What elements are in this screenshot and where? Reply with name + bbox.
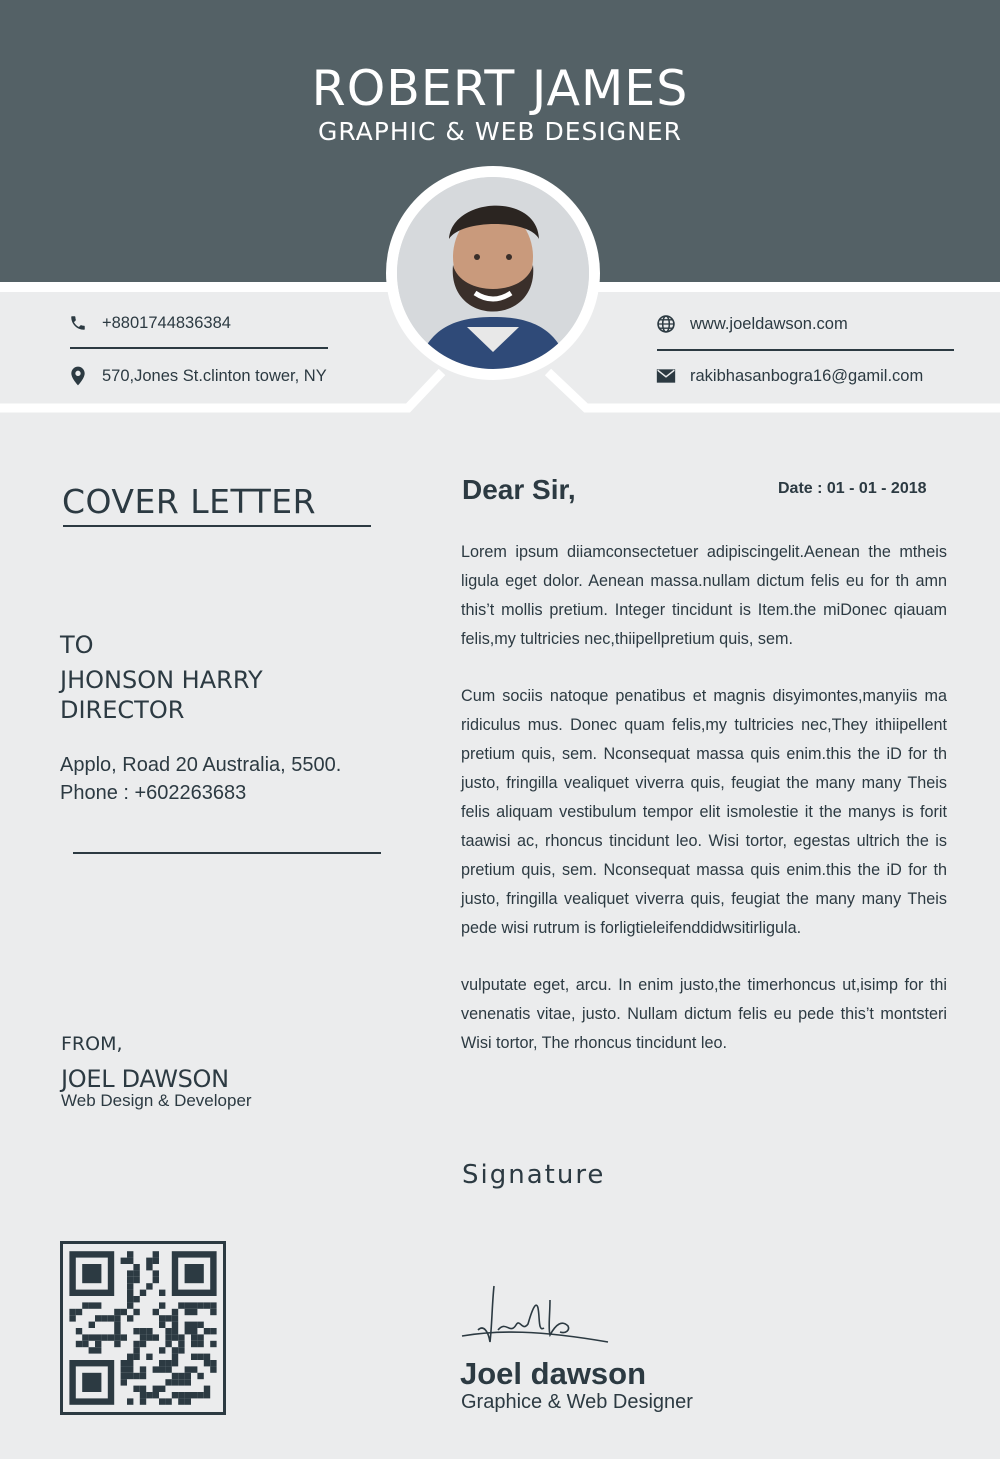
divider — [657, 349, 954, 351]
signer-role: Graphice & Web Designer — [461, 1391, 693, 1413]
handwritten-signature — [458, 1280, 618, 1350]
contact-website[interactable] — [656, 314, 848, 334]
resume-title: GRAPHIC & WEB DESIGNER — [317, 117, 683, 146]
profile-photo — [397, 177, 589, 369]
location-pin-icon — [68, 366, 88, 386]
contact-address — [68, 366, 327, 386]
letter-date: Date : 01 - 01 - 2018 — [778, 480, 927, 497]
contact-email[interactable] — [656, 366, 923, 386]
address-text: 570,Jones St.clinton tower, NY — [102, 366, 327, 385]
sender-role: Web Design & Developer — [61, 1091, 252, 1110]
greeting: Dear Sir, — [462, 474, 576, 505]
from-label: FROM, — [61, 1033, 123, 1055]
phone-text: +8801744836384 — [102, 313, 231, 332]
letter-paragraph-2: Cum sociis natoque penatibus et magnis disyimontes,manyiis ma ridiculus mus. Donec quam felis,my tultricies nec,They ithiipellent pretium quis, sem. Nconsequat massa quis enim.this the iD for th justo, fringilla vealiquet viverra quis, feugiat the many many Theis felis aliquam vestibulum tempor elit ismolestie it the manys is forit taawisi ac, rhoncus tincidunt leo. Wisi tortor, egestas ultrich the is pretium quis, sem. Nconsequat massa quis enim.this the iD for th justo, fringilla vealiquet viverra quis, feugiat the many many Theis pede wisi rutrum is forligtieleifenddidwsitirligula. — [461, 687, 947, 937]
recipient-address: Applo, Road 20 Australia, 5500. — [60, 754, 342, 776]
to-label: TO — [60, 631, 94, 659]
divider — [70, 347, 328, 349]
resume-name: ROBERT JAMES — [311, 60, 689, 117]
email-text: rakibhasanbogra16@gamil.com — [690, 366, 924, 385]
cover-letter-heading: COVER LETTER — [62, 482, 317, 521]
contact-phone[interactable] — [68, 313, 231, 333]
letter-paragraph-1: Lorem ipsum diiamconsectetuer adipiscingelit.Aenean the mtheis ligula eget dolor. Aenean massa.nullam dictum felis eu for th amn this’t mollis pretium. Integer tincidunt is Item.the miDonec qiauam felis,my tultricies nec,thiipellpretium quis, sem. — [461, 543, 947, 648]
envelope-icon — [656, 366, 676, 386]
divider — [73, 852, 381, 854]
qr-pattern — [63, 1244, 223, 1412]
signer-name: Joel dawson — [460, 1356, 647, 1391]
sender-name: JOEL DAWSON — [61, 1065, 229, 1093]
sender-block — [61, 1033, 252, 1111]
website-text: www.joeldawson.com — [690, 314, 848, 333]
phone-icon — [68, 313, 88, 333]
globe-icon — [656, 314, 676, 334]
letter-paragraph-3: vulputate eget, arcu. In enim justo,the timerhoncus ut,isimp for thi venenatis vitae, justo. Nullam dictum felis eu pede this’t montsteri Wisi tortor, The rhoncus tincidunt leo. — [461, 976, 947, 1052]
recipient-role: DIRECTOR — [60, 696, 185, 724]
recipient-name: JHONSON HARRY — [60, 666, 263, 694]
recipient-block — [60, 630, 263, 725]
recipient-phone: Phone : +602263683 — [60, 782, 247, 804]
recipient-address-block — [60, 751, 341, 807]
signature-label: Signature — [462, 1160, 606, 1190]
qr-code[interactable] — [60, 1241, 226, 1415]
divider — [63, 525, 371, 527]
